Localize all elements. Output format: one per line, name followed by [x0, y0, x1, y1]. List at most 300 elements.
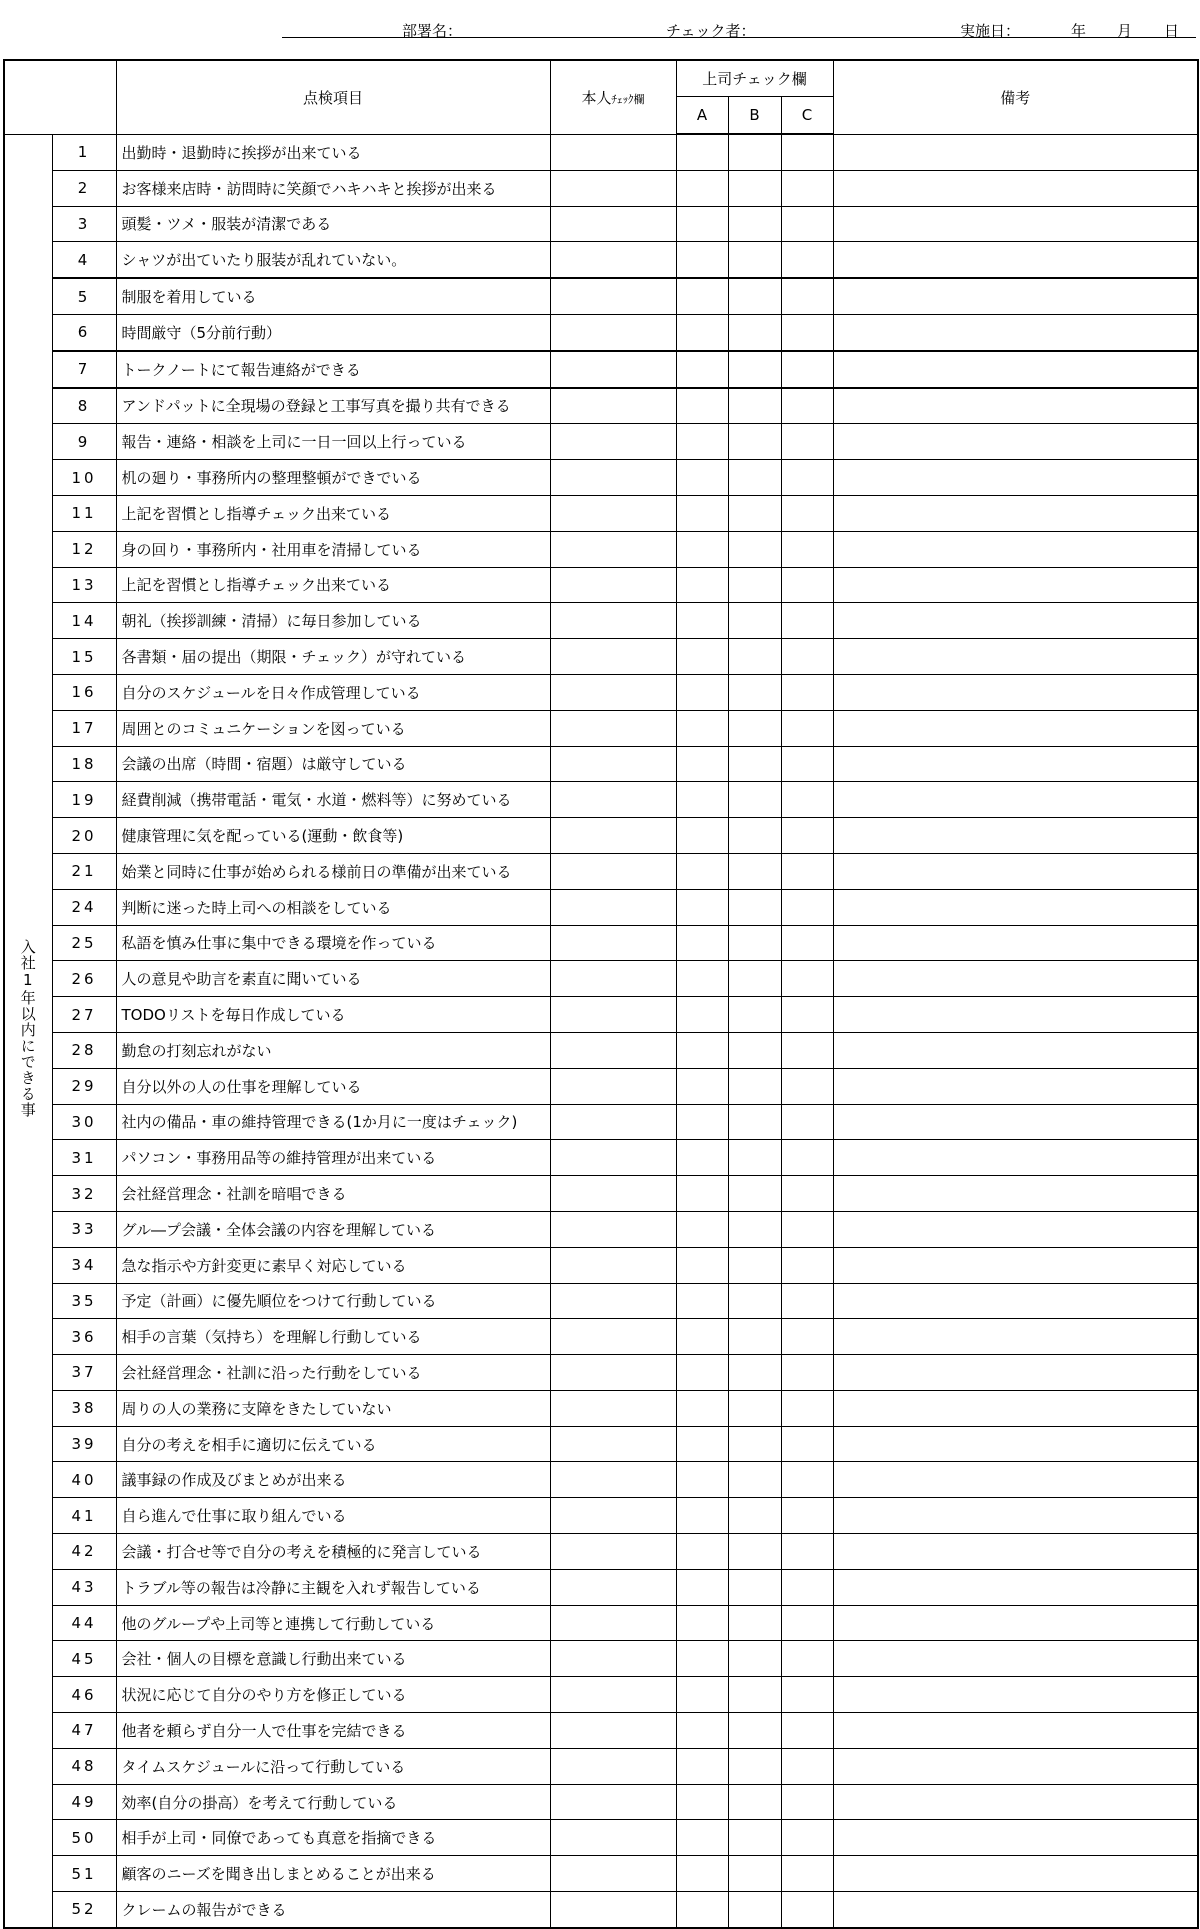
row-item: 相手が上司・同僚であっても真意を指摘できる [116, 1820, 550, 1856]
boss-check-c-cell[interactable] [781, 1068, 833, 1104]
self-check-cell[interactable] [550, 1319, 676, 1355]
boss-check-c-cell[interactable] [781, 1748, 833, 1784]
boss-check-c-cell[interactable] [781, 388, 833, 424]
remarks-cell[interactable] [833, 639, 1198, 675]
remarks-cell[interactable] [833, 1283, 1198, 1319]
boss-check-a-cell[interactable] [676, 206, 728, 242]
boss-check-a-cell[interactable] [676, 997, 728, 1033]
remarks-cell[interactable] [833, 567, 1198, 603]
self-check-cell[interactable] [550, 388, 676, 424]
self-check-cell[interactable] [550, 1605, 676, 1641]
remarks-cell[interactable] [833, 710, 1198, 746]
self-check-cell[interactable] [550, 1713, 676, 1749]
boss-check-a-cell[interactable] [676, 782, 728, 818]
self-check-cell[interactable] [550, 1211, 676, 1247]
remarks-cell[interactable] [833, 1247, 1198, 1283]
boss-check-c-cell[interactable] [781, 134, 833, 170]
boss-check-c-cell[interactable] [781, 424, 833, 460]
self-check-cell[interactable] [550, 1462, 676, 1498]
boss-check-c-cell[interactable] [781, 1104, 833, 1140]
boss-check-c-cell[interactable] [781, 889, 833, 925]
self-check-cell[interactable] [550, 351, 676, 388]
boss-check-c-cell[interactable] [781, 1283, 833, 1319]
boss-check-c-cell[interactable] [781, 1498, 833, 1534]
table-row [4, 424, 1198, 460]
boss-check-b-cell[interactable] [728, 1748, 781, 1784]
remarks-cell[interactable] [833, 1211, 1198, 1247]
row-item: 始業と同時に仕事が始められる様前日の準備が出来ている [116, 853, 550, 889]
row-item: 自ら進んで仕事に取り組んでいる [116, 1498, 550, 1534]
boss-check-b-cell[interactable] [728, 531, 781, 567]
boss-check-b-cell[interactable] [728, 242, 781, 278]
remarks-cell[interactable] [833, 961, 1198, 997]
boss-check-b-cell[interactable] [728, 1355, 781, 1391]
row-item: パソコン・事務用品等の維持管理が出来ている [116, 1140, 550, 1176]
row-number: 44 [52, 1605, 116, 1641]
self-check-cell[interactable] [550, 1390, 676, 1426]
self-check-cell[interactable] [550, 1641, 676, 1677]
remarks-cell[interactable] [833, 782, 1198, 818]
remarks-cell[interactable] [833, 424, 1198, 460]
category-cell [4, 134, 52, 1928]
boss-check-b-cell[interactable] [728, 495, 781, 531]
boss-check-b-cell[interactable] [728, 1784, 781, 1820]
boss-check-b-cell[interactable] [728, 1176, 781, 1212]
boss-check-a-cell[interactable] [676, 1892, 728, 1928]
boss-check-a-cell[interactable] [676, 961, 728, 997]
boss-check-b-cell[interactable] [728, 351, 781, 388]
boss-check-c-cell[interactable] [781, 1784, 833, 1820]
row-item: トラブル等の報告は冷静に主観を入れず報告している [116, 1569, 550, 1605]
boss-check-c-cell[interactable] [781, 1426, 833, 1462]
self-check-cell[interactable] [550, 1748, 676, 1784]
boss-check-b-cell[interactable] [728, 388, 781, 424]
remarks-cell[interactable] [833, 460, 1198, 496]
boss-check-c-cell[interactable] [781, 351, 833, 388]
row-number: 8 [52, 388, 116, 424]
boss-check-b-cell[interactable] [728, 1820, 781, 1856]
remarks-cell[interactable] [833, 1104, 1198, 1140]
boss-check-a-cell[interactable] [676, 853, 728, 889]
table-row [4, 1068, 1198, 1104]
remarks-cell[interactable] [833, 1498, 1198, 1534]
boss-check-a-cell[interactable] [676, 1534, 728, 1570]
boss-check-c-cell[interactable] [781, 818, 833, 854]
self-check-cell[interactable] [550, 674, 676, 710]
self-check-cell[interactable] [550, 961, 676, 997]
boss-check-b-cell[interactable] [728, 1641, 781, 1677]
boss-check-c-cell[interactable] [781, 1140, 833, 1176]
row-number: 19 [52, 782, 116, 818]
boss-check-a-cell[interactable] [676, 1569, 728, 1605]
boss-check-c-cell[interactable] [781, 1820, 833, 1856]
row-number: 29 [52, 1068, 116, 1104]
remarks-cell[interactable] [833, 495, 1198, 531]
remarks-cell[interactable] [833, 351, 1198, 388]
row-item: 判断に迷った時上司への相談をしている [116, 889, 550, 925]
boss-check-a-cell[interactable] [676, 495, 728, 531]
boss-check-a-cell[interactable] [676, 1784, 728, 1820]
boss-check-a-cell[interactable] [676, 1713, 728, 1749]
self-check-cell[interactable] [550, 1068, 676, 1104]
self-check-cell[interactable] [550, 818, 676, 854]
remarks-cell[interactable] [833, 746, 1198, 782]
boss-check-a-cell[interactable] [676, 1641, 728, 1677]
self-check-cell[interactable] [550, 925, 676, 961]
table-row [4, 782, 1198, 818]
boss-check-a-cell[interactable] [676, 388, 728, 424]
boss-check-a-cell[interactable] [676, 1748, 728, 1784]
boss-check-b-cell[interactable] [728, 1068, 781, 1104]
boss-check-c-cell[interactable] [781, 603, 833, 639]
boss-check-b-cell[interactable] [728, 639, 781, 675]
self-check-cell[interactable] [550, 460, 676, 496]
remarks-cell[interactable] [833, 853, 1198, 889]
boss-check-b-cell[interactable] [728, 1140, 781, 1176]
row-number: 28 [52, 1032, 116, 1068]
boss-check-a-cell[interactable] [676, 314, 728, 350]
boss-check-a-cell[interactable] [676, 278, 728, 314]
boss-check-a-cell[interactable] [676, 1247, 728, 1283]
boss-check-a-cell[interactable] [676, 1283, 728, 1319]
boss-check-a-cell[interactable] [676, 1605, 728, 1641]
remarks-cell[interactable] [833, 1534, 1198, 1570]
boss-check-c-cell[interactable] [781, 1677, 833, 1713]
boss-check-b-cell[interactable] [728, 961, 781, 997]
boss-check-b-cell[interactable] [728, 853, 781, 889]
table-row [4, 170, 1198, 206]
boss-check-c-cell[interactable] [781, 925, 833, 961]
boss-check-c-cell[interactable] [781, 495, 833, 531]
row-number: 31 [52, 1140, 116, 1176]
remarks-cell[interactable] [833, 603, 1198, 639]
boss-check-b-cell[interactable] [728, 460, 781, 496]
boss-check-c-cell[interactable] [781, 1462, 833, 1498]
remarks-cell[interactable] [833, 170, 1198, 206]
self-check-cell[interactable] [550, 710, 676, 746]
self-check-cell[interactable] [550, 424, 676, 460]
self-check-cell[interactable] [550, 889, 676, 925]
row-item: トークノートにて報告連絡ができる [116, 351, 550, 388]
row-item: 私語を慎み仕事に集中できる環境を作っている [116, 925, 550, 961]
table-row [4, 278, 1198, 314]
row-item: 健康管理に気を配っている(運動・飲食等) [116, 818, 550, 854]
remarks-cell[interactable] [833, 242, 1198, 278]
row-item: 報告・連絡・相談を上司に一日一回以上行っている [116, 424, 550, 460]
self-check-cell[interactable] [550, 1820, 676, 1856]
boss-check-c-cell[interactable] [781, 1390, 833, 1426]
boss-check-a-cell[interactable] [676, 746, 728, 782]
boss-check-c-cell[interactable] [781, 1569, 833, 1605]
boss-check-b-cell[interactable] [728, 206, 781, 242]
boss-check-b-cell[interactable] [728, 1713, 781, 1749]
boss-check-a-cell[interactable] [676, 1390, 728, 1426]
boss-check-a-cell[interactable] [676, 1104, 728, 1140]
boss-check-a-cell[interactable] [676, 1426, 728, 1462]
boss-check-a-cell[interactable] [676, 710, 728, 746]
self-check-cell[interactable] [550, 1283, 676, 1319]
boss-check-b-cell[interactable] [728, 1462, 781, 1498]
remarks-cell[interactable] [833, 1390, 1198, 1426]
boss-check-b-cell[interactable] [728, 567, 781, 603]
boss-check-c-cell[interactable] [781, 674, 833, 710]
row-item: 自分のスケジュールを日々作成管理している [116, 674, 550, 710]
self-check-cell[interactable] [550, 278, 676, 314]
boss-check-b-cell[interactable] [728, 1104, 781, 1140]
boss-check-b-cell[interactable] [728, 314, 781, 350]
boss-check-b-cell[interactable] [728, 674, 781, 710]
boss-check-a-cell[interactable] [676, 1856, 728, 1892]
boss-check-b-cell[interactable] [728, 603, 781, 639]
boss-check-a-cell[interactable] [676, 1677, 728, 1713]
boss-check-a-cell[interactable] [676, 1211, 728, 1247]
remarks-cell[interactable] [833, 1605, 1198, 1641]
boss-check-c-cell[interactable] [781, 1534, 833, 1570]
boss-check-b-cell[interactable] [728, 1856, 781, 1892]
row-item: お客様来店時・訪問時に笑顔でハキハキと挨拶が出来る [116, 170, 550, 206]
self-check-cell[interactable] [550, 567, 676, 603]
year-label: 年 [1071, 22, 1087, 40]
remarks-cell[interactable] [833, 1462, 1198, 1498]
boss-check-a-cell[interactable] [676, 1176, 728, 1212]
remarks-cell[interactable] [833, 674, 1198, 710]
boss-check-c-cell[interactable] [781, 567, 833, 603]
remarks-cell[interactable] [833, 1856, 1198, 1892]
boss-check-b-cell[interactable] [728, 1390, 781, 1426]
boss-check-b-cell[interactable] [728, 1534, 781, 1570]
remarks-cell[interactable] [833, 278, 1198, 314]
self-check-cell[interactable] [550, 1176, 676, 1212]
boss-check-c-cell[interactable] [781, 1605, 833, 1641]
self-check-cell[interactable] [550, 531, 676, 567]
boss-check-b-cell[interactable] [728, 710, 781, 746]
boss-check-c-cell[interactable] [781, 314, 833, 350]
boss-check-b-cell[interactable] [728, 1892, 781, 1928]
self-check-cell[interactable] [550, 1247, 676, 1283]
boss-check-a-cell[interactable] [676, 889, 728, 925]
boss-check-b-cell[interactable] [728, 1319, 781, 1355]
boss-check-b-cell[interactable] [728, 134, 781, 170]
remarks-cell[interactable] [833, 997, 1198, 1033]
remarks-cell[interactable] [833, 1784, 1198, 1820]
remarks-cell[interactable] [833, 531, 1198, 567]
self-check-cell[interactable] [550, 1355, 676, 1391]
boss-check-a-cell[interactable] [676, 134, 728, 170]
boss-check-c-cell[interactable] [781, 639, 833, 675]
row-item: 社内の備品・車の維持管理できる(1か月に一度はチェック) [116, 1104, 550, 1140]
table-row [4, 314, 1198, 350]
self-check-cell[interactable] [550, 1104, 676, 1140]
boss-check-a-cell[interactable] [676, 460, 728, 496]
self-check-cell[interactable] [550, 314, 676, 350]
self-check-cell[interactable] [550, 495, 676, 531]
boss-check-a-cell[interactable] [676, 1140, 728, 1176]
boss-check-a-cell[interactable] [676, 1068, 728, 1104]
boss-check-a-cell[interactable] [676, 603, 728, 639]
self-check-cell[interactable] [550, 206, 676, 242]
boss-check-a-cell[interactable] [676, 1032, 728, 1068]
table-row [4, 495, 1198, 531]
boss-check-a-cell[interactable] [676, 639, 728, 675]
table-row [4, 1713, 1198, 1749]
self-check-cell[interactable] [550, 134, 676, 170]
boss-check-a-cell[interactable] [676, 1820, 728, 1856]
self-check-cell[interactable] [550, 1784, 676, 1820]
boss-check-c-cell[interactable] [781, 746, 833, 782]
self-check-cell[interactable] [550, 639, 676, 675]
remarks-cell[interactable] [833, 1748, 1198, 1784]
boss-check-c-cell[interactable] [781, 170, 833, 206]
self-check-cell[interactable] [550, 997, 676, 1033]
boss-check-b-cell[interactable] [728, 1283, 781, 1319]
remarks-cell[interactable] [833, 1677, 1198, 1713]
boss-check-a-cell[interactable] [676, 1355, 728, 1391]
remarks-cell[interactable] [833, 1355, 1198, 1391]
self-check-cell[interactable] [550, 1534, 676, 1570]
boss-check-a-cell[interactable] [676, 1498, 728, 1534]
self-check-cell[interactable] [550, 1677, 676, 1713]
boss-check-a-cell[interactable] [676, 674, 728, 710]
table-row [4, 1390, 1198, 1426]
boss-check-b-cell[interactable] [728, 889, 781, 925]
boss-check-b-cell[interactable] [728, 278, 781, 314]
boss-check-b-cell[interactable] [728, 424, 781, 460]
boss-check-c-cell[interactable] [781, 997, 833, 1033]
remarks-cell[interactable] [833, 818, 1198, 854]
boss-check-c-cell[interactable] [781, 1856, 833, 1892]
remarks-cell[interactable] [833, 1569, 1198, 1605]
row-number: 10 [52, 460, 116, 496]
self-check-cell[interactable] [550, 1856, 676, 1892]
row-item: 自分の考えを相手に適切に伝えている [116, 1426, 550, 1462]
boss-check-a-cell[interactable] [676, 1462, 728, 1498]
boss-check-c-cell[interactable] [781, 1176, 833, 1212]
boss-check-b-cell[interactable] [728, 746, 781, 782]
remarks-cell[interactable] [833, 1713, 1198, 1749]
remarks-cell[interactable] [833, 1426, 1198, 1462]
self-check-cell[interactable] [550, 746, 676, 782]
self-check-cell[interactable] [550, 1892, 676, 1928]
boss-check-c-cell[interactable] [781, 1641, 833, 1677]
boss-check-c-cell[interactable] [781, 206, 833, 242]
boss-check-c-cell[interactable] [781, 961, 833, 997]
boss-check-c-cell[interactable] [781, 1713, 833, 1749]
boss-check-a-cell[interactable] [676, 242, 728, 278]
boss-check-b-cell[interactable] [728, 170, 781, 206]
row-number: 49 [52, 1784, 116, 1820]
boss-check-b-cell[interactable] [728, 1498, 781, 1534]
row-number: 42 [52, 1534, 116, 1570]
self-check-cell[interactable] [550, 782, 676, 818]
remarks-cell[interactable] [833, 206, 1198, 242]
remarks-cell[interactable] [833, 134, 1198, 170]
remarks-cell[interactable] [833, 1892, 1198, 1928]
boss-check-a-cell[interactable] [676, 531, 728, 567]
boss-check-c-cell[interactable] [781, 278, 833, 314]
remarks-cell[interactable] [833, 388, 1198, 424]
remarks-cell[interactable] [833, 1641, 1198, 1677]
corner-cell [4, 60, 116, 134]
remarks-cell[interactable] [833, 1176, 1198, 1212]
boss-check-c-cell[interactable] [781, 1892, 833, 1928]
boss-check-b-cell[interactable] [728, 1569, 781, 1605]
self-check-cell[interactable] [550, 853, 676, 889]
boss-check-c-cell[interactable] [781, 242, 833, 278]
remarks-cell[interactable] [833, 1319, 1198, 1355]
boss-check-b-cell[interactable] [728, 1677, 781, 1713]
boss-check-a-cell[interactable] [676, 818, 728, 854]
boss-check-c-cell[interactable] [781, 460, 833, 496]
boss-check-a-cell[interactable] [676, 925, 728, 961]
boss-check-c-cell[interactable] [781, 782, 833, 818]
boss-check-a-cell[interactable] [676, 170, 728, 206]
remarks-cell[interactable] [833, 1820, 1198, 1856]
self-check-cell[interactable] [550, 1032, 676, 1068]
boss-check-b-cell[interactable] [728, 997, 781, 1033]
remarks-cell[interactable] [833, 1032, 1198, 1068]
boss-check-a-cell[interactable] [676, 424, 728, 460]
boss-check-b-cell[interactable] [728, 1247, 781, 1283]
row-item: 相手の言葉（気持ち）を理解し行動している [116, 1319, 550, 1355]
boss-check-a-cell[interactable] [676, 567, 728, 603]
remarks-cell[interactable] [833, 889, 1198, 925]
row-number: 4 [52, 242, 116, 278]
table-row [4, 674, 1198, 710]
self-check-cell[interactable] [550, 1569, 676, 1605]
self-check-cell[interactable] [550, 603, 676, 639]
row-number: 11 [52, 495, 116, 531]
month-label: 月 [1117, 22, 1133, 40]
boss-check-c-cell[interactable] [781, 1211, 833, 1247]
boss-check-c-cell[interactable] [781, 531, 833, 567]
boss-check-b-cell[interactable] [728, 1426, 781, 1462]
self-check-cell[interactable] [550, 1426, 676, 1462]
remarks-cell[interactable] [833, 314, 1198, 350]
boss-check-b-cell[interactable] [728, 1032, 781, 1068]
boss-check-b-cell[interactable] [728, 1211, 781, 1247]
date-label: 実施日： [960, 22, 1021, 40]
boss-check-c-cell[interactable] [781, 1032, 833, 1068]
row-number: 16 [52, 674, 116, 710]
boss-check-a-cell[interactable] [676, 1319, 728, 1355]
remarks-cell[interactable] [833, 1068, 1198, 1104]
boss-check-b-cell[interactable] [728, 818, 781, 854]
boss-check-c-cell[interactable] [781, 1247, 833, 1283]
remarks-cell[interactable] [833, 1140, 1198, 1176]
row-number: 1 [52, 134, 116, 170]
self-check-cell[interactable] [550, 170, 676, 206]
remarks-cell[interactable] [833, 925, 1198, 961]
boss-check-b-cell[interactable] [728, 925, 781, 961]
day-label: 日 [1164, 22, 1180, 40]
boss-check-c-cell[interactable] [781, 1319, 833, 1355]
boss-check-c-cell[interactable] [781, 1355, 833, 1391]
boss-check-b-cell[interactable] [728, 1605, 781, 1641]
row-number: 43 [52, 1569, 116, 1605]
self-check-cell[interactable] [550, 1140, 676, 1176]
col-header-a: A [676, 97, 728, 135]
boss-check-c-cell[interactable] [781, 710, 833, 746]
row-item: 周囲とのコミュニケーションを図っている [116, 710, 550, 746]
boss-check-c-cell[interactable] [781, 853, 833, 889]
table-row [4, 567, 1198, 603]
category-label: 入社1年以内にできる事 [18, 939, 37, 1119]
boss-check-a-cell[interactable] [676, 351, 728, 388]
self-check-cell[interactable] [550, 1498, 676, 1534]
boss-check-b-cell[interactable] [728, 782, 781, 818]
self-check-cell[interactable] [550, 242, 676, 278]
table-row [4, 961, 1198, 997]
